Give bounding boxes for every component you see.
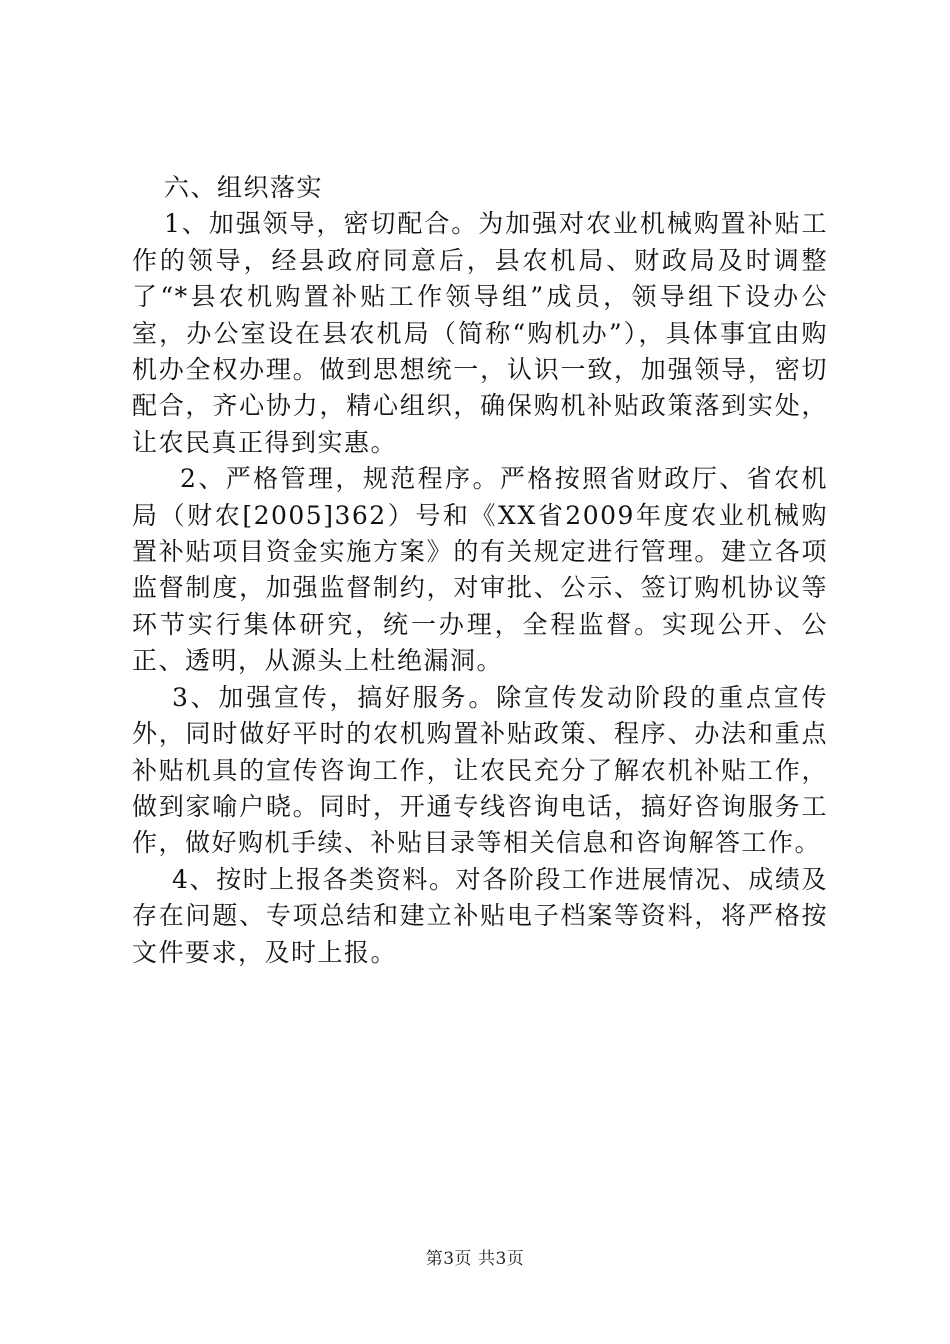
paragraph-reporting: 4、按时上报各类资料。对各阶段工作进展情况、成绩及存在问题、专项总结和建立补贴电子档案等资料，将严格按文件要求，及时上报。 — [132, 864, 828, 967]
paragraph-management: 2、严格管理，规范程序。严格按照省财政厅、省农机局（财农[2005]362）号和《XX省2009年度农业机械购置补贴项目资金实施方案》的有关规定进行管理。建立各项监督制度，加强监督制约，对审批、公示、签订购机协议等环节实行集体研究，统一办理，全程监督。实现公开、公正、透明，从源头上杜绝漏洞。 — [132, 464, 828, 676]
paragraph-publicity: 3、加强宣传，搞好服务。除宣传发动阶段的重点宣传外，同时做好平时的农机购置补贴政策、程序、办法和重点补贴机具的宣传咨询工作，让农民充分了解农机补贴工作，做到家喻户晓。同时，开通专线咨询电话，搞好咨询服务工作，做好购机手续、补贴目录等相关信息和咨询解答工作。 — [132, 682, 828, 858]
section-heading: 六、组织落实 — [164, 173, 324, 202]
page-number-footer: 第3页 共3页 — [425, 1249, 525, 1269]
document-body — [132, 170, 828, 971]
paragraph-leadership: 1、加强领导，密切配合。为加强对农业机械购置补贴工作的领导，经县政府同意后，县农机局、财政局及时调整了“*县农机购置补贴工作领导组”成员，领导组下设办公室，办公室设在县农机局（简称“购机办”），具体事宜由购机办全权办理。做到思想统一，认识一致，加强领导，密切配合，齐心协力，精心组织，确保购机补贴政策落到实处，让农民真正得到实惠。 — [132, 209, 828, 457]
